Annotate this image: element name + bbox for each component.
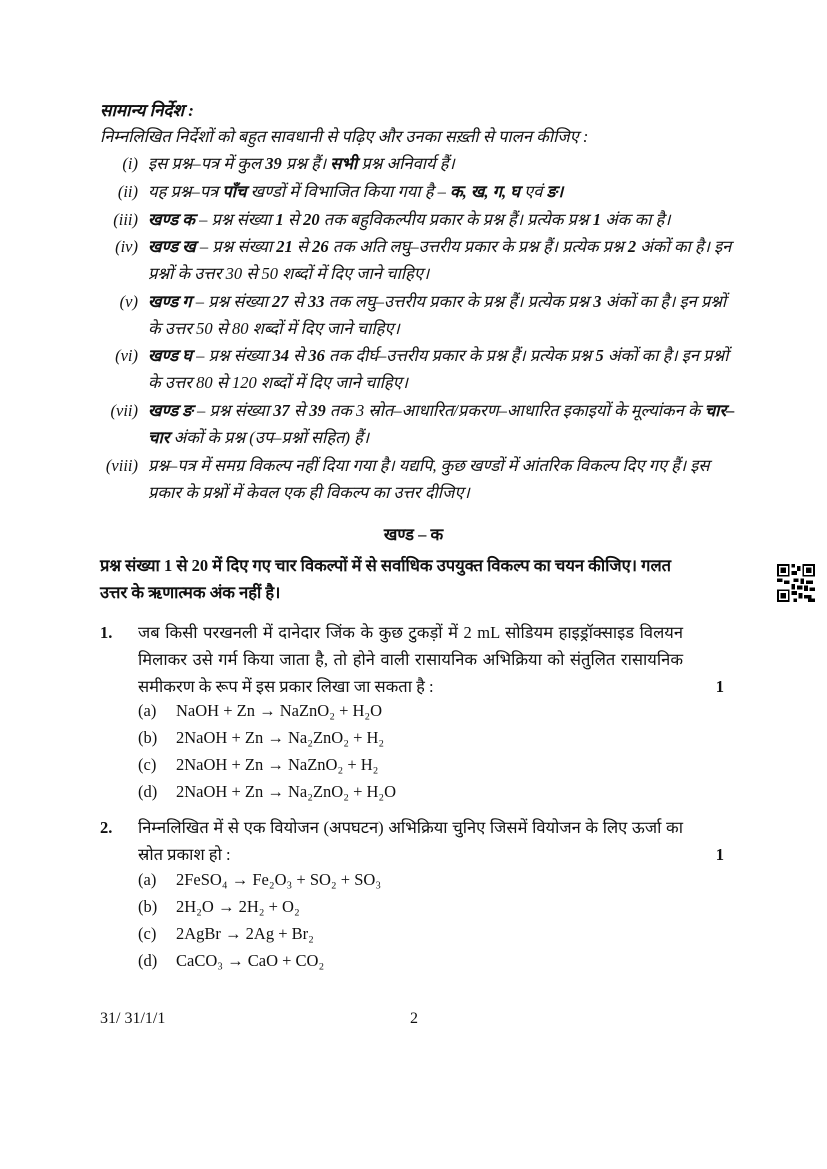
option-label: (c) [138, 755, 157, 774]
question-number: 1. [100, 623, 113, 642]
option-item [138, 724, 384, 751]
instruction-number: (vii) [110, 401, 138, 420]
instruction-item [100, 288, 740, 342]
paper-code: 31/ 31/1/1 [100, 1010, 166, 1027]
instruction-number: (vi) [115, 346, 138, 365]
option-label: (a) [138, 870, 157, 889]
instruction-text: खण्ड ग – प्रश्न संख्या 27 से 33 तक लघु–उत्तरीय प्रकार के प्रश्न हैं। प्रत्येक प्रश्न 3 अंकों का है। इन प्रश्नों के उत्तर 50 से 80 शब्दों में दिए जाने चाहिए। [148, 292, 727, 338]
instruction-text: खण्ड ख – प्रश्न संख्या 21 से 26 तक अति लघु–उत्तरीय प्रकार के प्रश्न हैं। प्रत्येक प्रश्न 2 अंकों का है। इन प्रश्नों के उत्तर 30 से 50 शब्दों में दिए जाने चाहिए। [148, 237, 732, 283]
option-text: 2NaOH + Zn → Na₂ZnO₂ + H₂O [176, 782, 397, 801]
instruction-item [100, 342, 740, 396]
qr-code-icon [777, 564, 815, 602]
instruction-item [100, 397, 740, 451]
option-text: 2FeSO₄ → Fe₂O₃ + SO₂ + SO₃ [176, 870, 382, 889]
option-label: (d) [138, 951, 158, 970]
instruction-item [100, 233, 740, 287]
option-item [138, 893, 300, 920]
option-text: 2NaOH + Zn → NaZnO₂ + H₂ [176, 755, 379, 774]
instruction-number: (ii) [117, 182, 138, 201]
instruction-number: (viii) [105, 456, 138, 475]
option-label: (d) [138, 782, 158, 801]
section-instructions: प्रश्न संख्या 1 से 20 में दिए गए चार विकल्पों में से सर्वाधिक उपयुक्त विकल्प का चयन कीजिए। गलत उत्तर के ऋणात्मक अंक नहीं है। [100, 556, 672, 602]
option-label: (a) [138, 701, 157, 720]
instruction-text: प्रश्न–पत्र में समग्र विकल्प नहीं दिया गया है। यद्यपि, कुछ खण्डों में आंतरिक विकल्प दिए गए हैं। इस प्रकार के प्रश्नों में केवल एक ही विकल्प का उत्तर दीजिए। [148, 456, 710, 502]
instruction-text: खण्ड क – प्रश्न संख्या 1 से 20 तक बहुविकल्पीय प्रकार के प्रश्न हैं। प्रत्येक प्रश्न 1 अंक का है। [148, 210, 671, 229]
instruction-number: (v) [119, 292, 138, 311]
question-number: 2. [100, 818, 113, 837]
question-text: निम्नलिखित में से एक वियोजन (अपघटन) अभिक्रिया चुनिए जिसमें वियोजन के लिए ऊर्जा का स्रोत प्रकाश हो : [138, 818, 683, 864]
general-instructions-heading: सामान्य निर्देश : [100, 101, 194, 120]
option-text: 2AgBr → 2Ag + Br₂ [176, 924, 314, 943]
option-item [138, 947, 324, 974]
question-item [100, 814, 730, 868]
question-marks: 1 [715, 677, 724, 696]
option-item [138, 697, 382, 724]
question-text: जब किसी परखनली में दानेदार जिंक के कुछ टुकड़ों में 2 mL सोडियम हाइड्रॉक्साइड विलयन मिलाकर उसे गर्म किया जाता है, तो होने वाली रासायनिक अभिक्रिया को संतुलित रासायनिक समीकरण के रूप में इस प्रकार लिखा जा सकता है : [138, 623, 683, 696]
instruction-number: (iii) [113, 210, 138, 229]
instruction-item [100, 452, 740, 506]
instruction-item [100, 178, 740, 205]
option-item [138, 866, 381, 893]
instruction-text: इस प्रश्न–पत्र में कुल 39 प्रश्न हैं। सभी प्रश्न अनिवार्य हैं। [148, 154, 455, 173]
option-text: NaOH + Zn → NaZnO₂ + H₂O [176, 701, 383, 720]
instruction-text: खण्ड घ – प्रश्न संख्या 34 से 36 तक दीर्घ–उत्तरीय प्रकार के प्रश्न हैं। प्रत्येक प्रश्न 5 अंकों का है। इन प्रश्नों के उत्तर 80 से 120 शब्दों में दिए जाने चाहिए। [148, 346, 729, 392]
option-item [138, 778, 396, 805]
general-instructions-intro: निम्नलिखित निर्देशों को बहुत सावधानी से पढ़िए और उनका सख़्ती से पालन कीजिए : [100, 127, 589, 146]
page-number: 2 [410, 1010, 418, 1027]
option-label: (c) [138, 924, 157, 943]
instruction-text: खण्ड ङ – प्रश्न संख्या 37 से 39 तक 3 स्रोत–आधारित/प्रकरण–आधारित इकाइयों के मूल्यांकन के चार–चार अंकों के प्रश्न (उप–प्रश्नों सहित) हैं। [148, 401, 735, 447]
option-text: 2H₂O → 2H₂ + O₂ [176, 897, 300, 916]
option-item [138, 920, 314, 947]
section-title: खण्ड – क [383, 525, 444, 544]
instruction-item [100, 150, 740, 177]
instruction-item [100, 206, 740, 233]
option-label: (b) [138, 897, 158, 916]
instruction-number: (iv) [115, 237, 138, 256]
question-item [100, 619, 730, 700]
option-item [138, 751, 378, 778]
option-text: CaCO₃ → CaO + CO₂ [176, 951, 325, 970]
question-marks: 1 [715, 845, 724, 864]
instruction-text: यह प्रश्न–पत्र पाँच खण्डों में विभाजित किया गया है – क, ख, ग, घ एवं ङ। [148, 182, 564, 201]
option-label: (b) [138, 728, 158, 747]
instruction-number: (i) [122, 154, 138, 173]
option-text: 2NaOH + Zn → Na₂ZnO₂ + H₂ [176, 728, 385, 747]
